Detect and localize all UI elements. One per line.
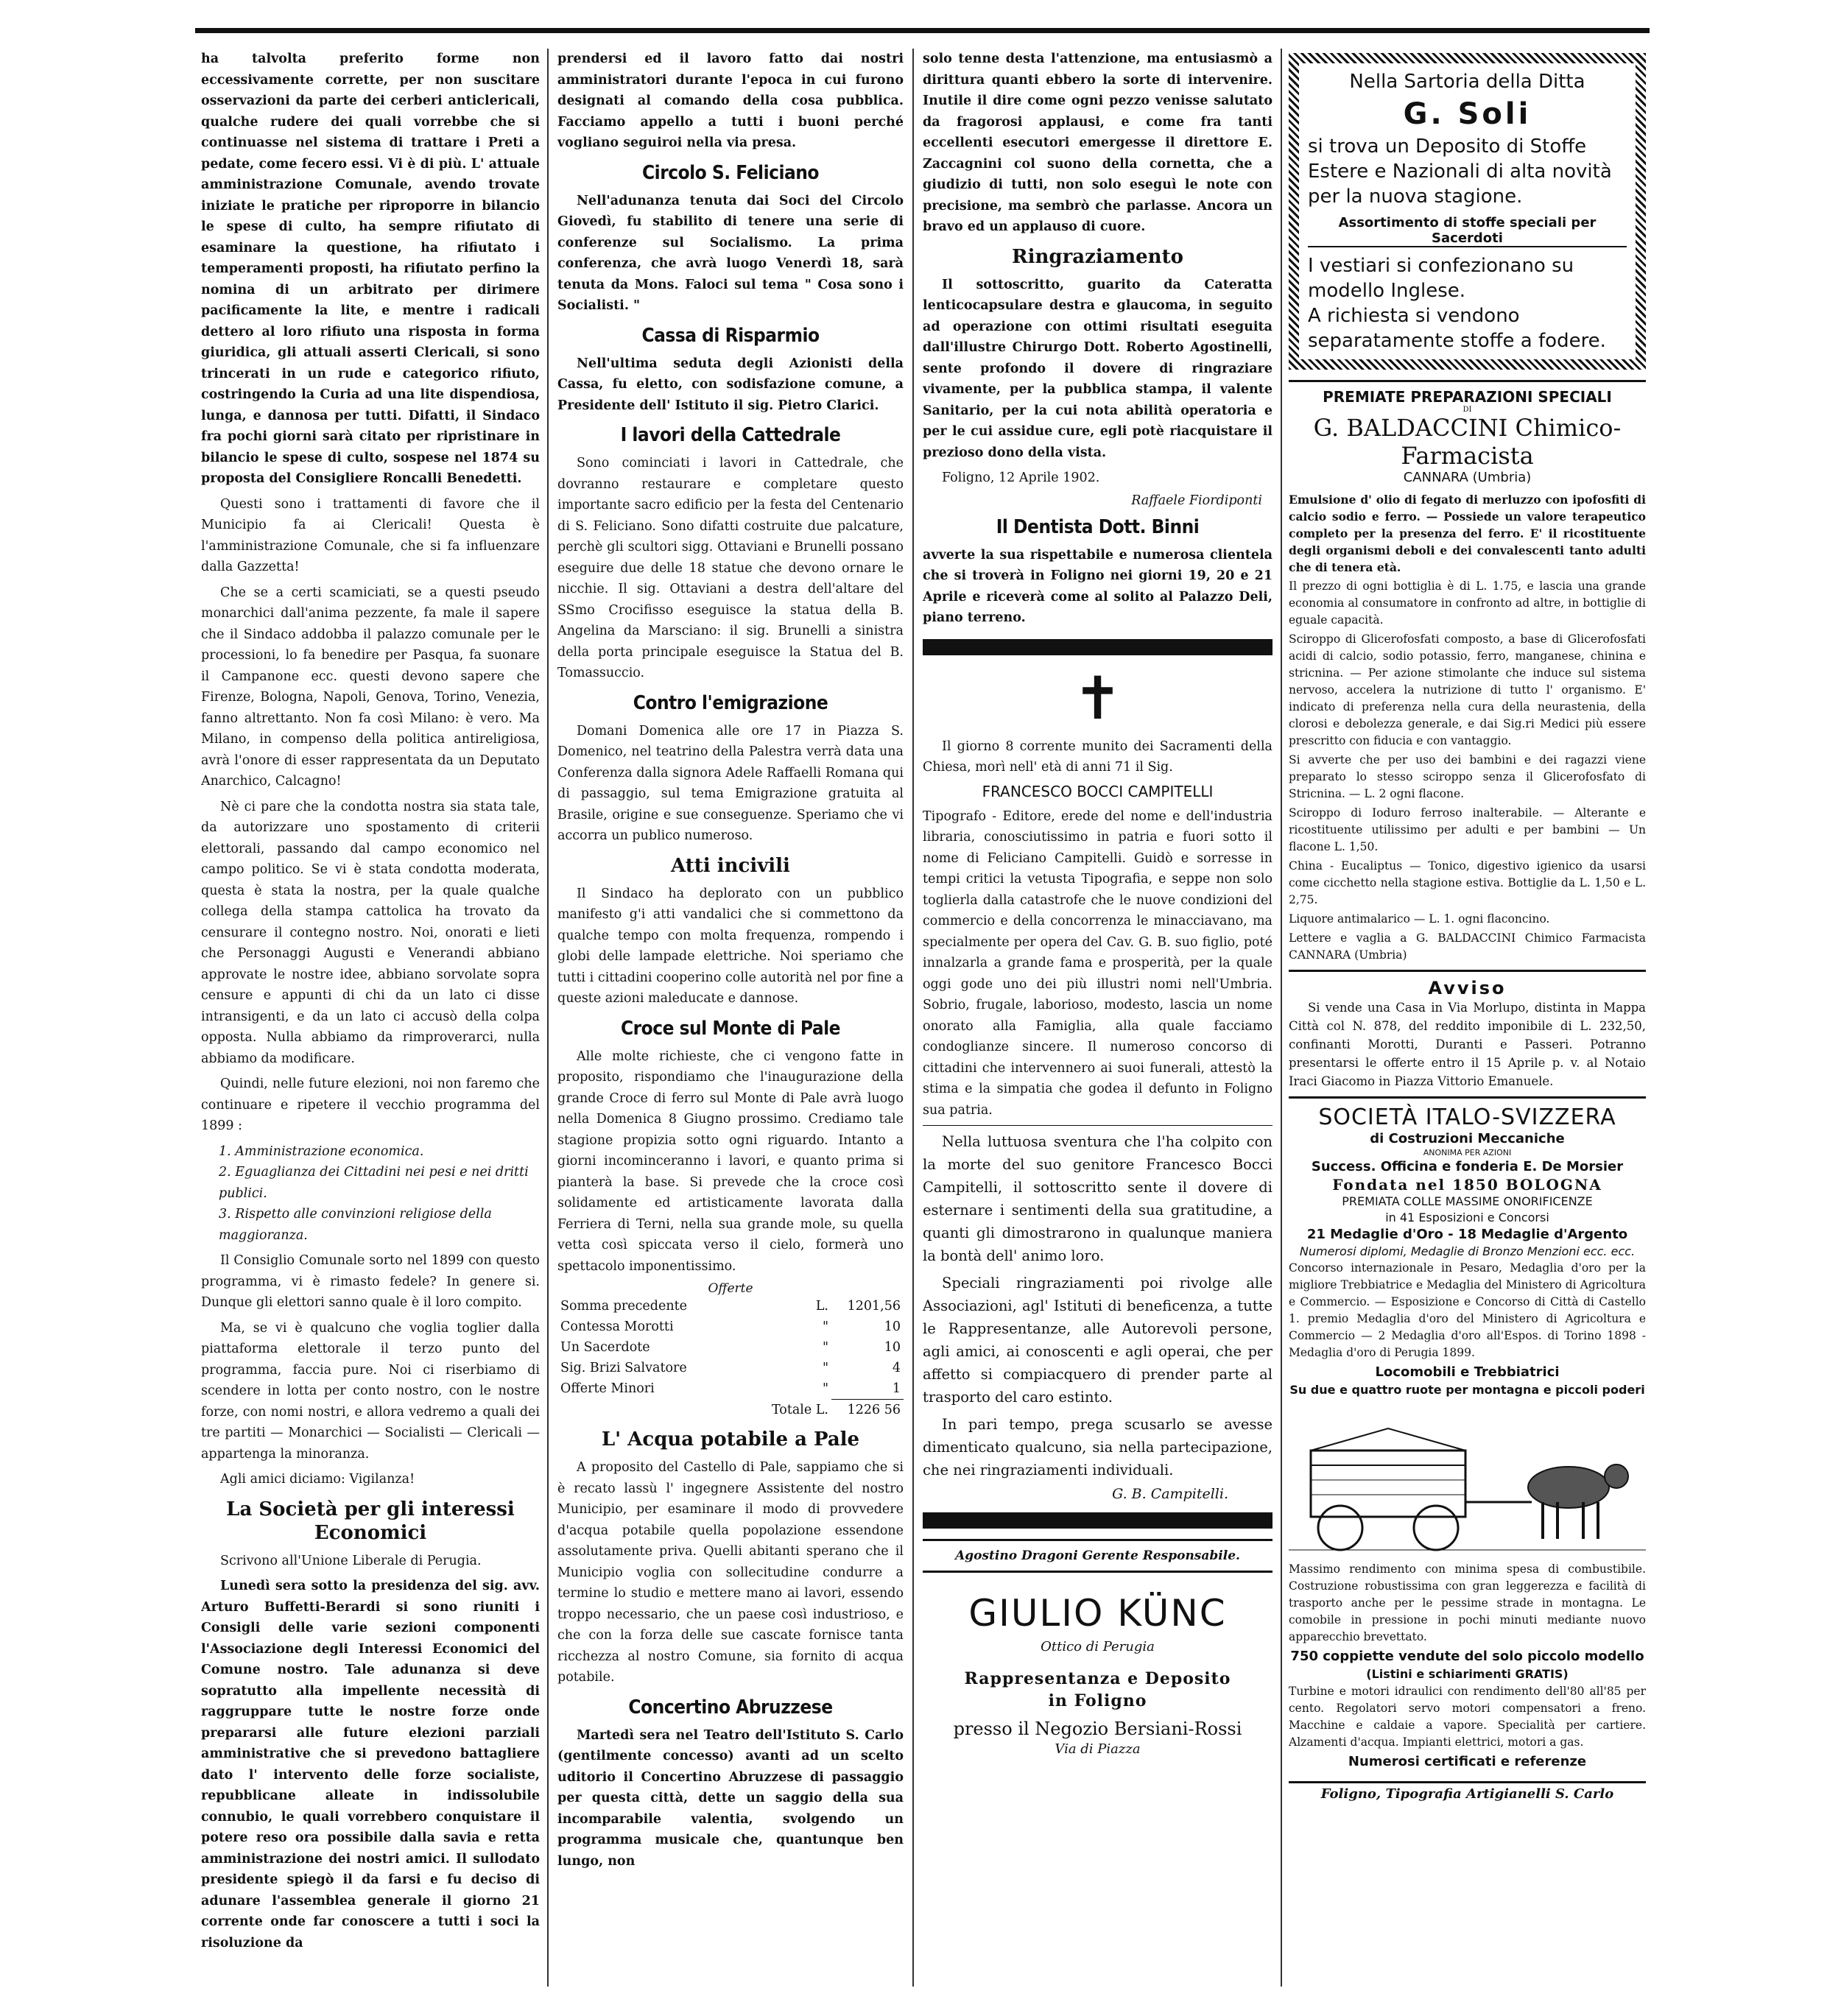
article-text: ha talvolta preferito forme non eccessivamente corrette, per non suscitare osservazioni da parte dei cerberi anticlericali, qualche rudere dei quali vorrebbe che si continuasse nel sistema di trattare i Preti a pedate, come fecero essi. Vi è di più. L' attuale amministrazione Comunale, avendo trovate iniziate le pratiche per riproporre in bilancio le spese di culto, ha sempre rifiutato di esaminare la questione, ha rifiutato i temperamenti proposti, ha rifiutato perfino la nomina di un arbitrato per dirimere pacificamente la lite, e mentre i radicali dettero al loro rifiuto una risposta in forma giuridica, gli attuali asserti Clericali, si sono trincerati in un rude e categorico rifiuto, costringendo la Curia ad una lite dispendiosa, lunga, e dannosa per tutti. Difatti, il Sindaco fra pochi giorni sarà citato per ripristinare in bilancio le spese di culto, sospese nel 1874 su proposta del Consigliere Roncalli Benedetti.	[201, 52, 540, 486]
table-row	[557, 1317, 904, 1337]
kunc-line: Rappresentanza e Deposito	[964, 1669, 1231, 1688]
offerta-name: Sig. Brizi Salvatore	[560, 1361, 687, 1375]
soc-line: di Costruzioni Meccaniche	[1370, 1131, 1565, 1146]
table-row	[557, 1358, 904, 1378]
soc-line: Success. Officina e fonderia E. De Morsier	[1311, 1159, 1624, 1174]
totale-amount: 1226 56	[831, 1400, 904, 1421]
offerta-amount: 1201,56	[847, 1299, 901, 1314]
pp-text: Liquore antimalarico — L. 1. ogni flaconcino.	[1289, 912, 1550, 926]
soc-line: (Listini e schiarimenti GRATIS)	[1366, 1667, 1569, 1681]
thanks-text: In pari tempo, prega scusarlo se avesse dimenticato qualcuno, sia nella partecipazione, che nei ringraziamenti individuali.	[923, 1416, 1272, 1478]
column-1	[201, 49, 540, 1987]
divider	[1289, 380, 1646, 382]
pp-city: CANNARA (Umbria)	[1403, 470, 1532, 485]
ringraziamento-signature: Raffaele Fiordiponti	[1131, 493, 1262, 508]
article-text: Nè ci pare che la condotta nostra sia stata tale, da autorizzare uno spostamento di criterii elettorali, passando dal campo economico nel campo politico. Se vi è stata condotta moderata, questa è stata la nostra, per la quale qualche collega della stampa cattolica ha trovato da censurare il contegno nostro. Noi, onorati e lieti che Personaggi Augusti e Venerandi abbiano approvate le nostre idee, abbiano sorvolate sopra censure e appunti di chi da un lato ci disse intransigenti, e da un lato ci accusò della colpa opposta. Nulla abbiamo da rimproverarci, nulla abbiamo da modificare.	[201, 799, 540, 1066]
thresher-illustration	[1289, 1406, 1646, 1554]
headline-dentista: Il Dentista Dott. Binni	[996, 515, 1200, 538]
divider	[1289, 1096, 1646, 1099]
headline-circolo: Circolo S. Feliciano	[642, 161, 819, 184]
offerta-amount: 10	[884, 1319, 901, 1334]
offerta-cur: "	[822, 1319, 828, 1334]
offerte-table	[557, 1296, 904, 1420]
article-text: avverte la sua rispettabile e numerosa clientela che si troverà in Foligno nei giorni 19, 20 e 21 Aprile e riceverà come al solito al Palazzo Deli, piano terreno.	[923, 547, 1272, 625]
kunc-subtitle: Ottico di Perugia	[1041, 1639, 1155, 1654]
article-text: Alle molte richieste, che ci vengono fatte in proposito, rispondiamo che l'inaugurazione della grande Croce di ferro sul Monte di Pale avrà luogo nella Domenica 8 Giugno prossimo. Crediamo tale stagione propizia sotto ogni riguardo. Intanto a giorni incominceranno i lavori, e quanto prima si pianterà la base. Si prevede che la croce così solidamente ed artisticamente lavorata dalla Ferriera di Terni, nella sua grande mole, su quella vetta così spiccata verso il cielo, formerà uno spettacolo imponentissimo.	[557, 1048, 904, 1274]
soli-line: Nella Sartoria della Ditta	[1349, 71, 1585, 93]
soc-line: 750 coppiette vendute del solo piccolo modello	[1290, 1649, 1644, 1664]
program-item: 1. Amministrazione economica.	[219, 1143, 424, 1159]
thresher-icon	[1289, 1406, 1646, 1554]
offerta-name: Un Sacerdote	[560, 1340, 650, 1355]
article-text: Agli amici diciamo: Vigilanza!	[220, 1472, 415, 1487]
headline-atti: Atti incivili	[671, 854, 790, 877]
obituary-name: FRANCESCO BOCCI CAMPITELLI	[982, 782, 1214, 800]
obituary-text: Tipografo - Editore, erede del nome e dell'industria libraria, conosciutissimo in patria e fuori sotto il nome di Feliciano Campitelli. Guidò e sorresse in tempi critici la vetusta Tipografia, e seppe non solo toglierla dalla catastrofe che le nuove condizioni del commercio e della concorrenza le minacciavano, ma specialmente per opera del Cav. G. B. suo figlio, poté innalzarla a grande fama e prosperità, per la quale oggi gode uno dei più illustri nomi nell'Umbria. Sobrio, frugale, laborioso, modesto, lascia un nome onorato alla Famiglia, alla quale facciamo condoglianze sincere. Il numeroso concorso di cittadini che intervennero ai suoi funerali, attestò la stima e la simpatia che godea il defunto in Foligno sua patria.	[923, 808, 1272, 1118]
newspaper-page	[195, 28, 1650, 1987]
article-text: Il Consiglio Comunale sorto nel 1899 con questo programma, vi è rimasto fedele? In genere si. Dunque gli elettori sanno quale è il loro compito.	[201, 1253, 540, 1310]
offerta-cur: "	[822, 1340, 828, 1355]
soc-line: Su due e quattro ruote per montagna e piccoli poderi	[1289, 1383, 1645, 1397]
pp-title: PREMIATE PREPARAZIONI SPECIALI	[1323, 388, 1612, 406]
thanks-signature: G. B. Campitelli.	[1112, 1486, 1228, 1502]
column-divider	[1281, 49, 1282, 1987]
soc-line: Numerosi certificati e referenze	[1348, 1754, 1587, 1769]
pp-text: Si avverte che per uso dei bambini e dei ragazzi viene preparato lo stesso sciroppo senza il Glicerofosfato di Stricnina. — L. 2 ogni flacone.	[1289, 753, 1646, 800]
top-rule	[195, 28, 1650, 33]
pp-di: DI	[1462, 406, 1472, 414]
column-divider	[547, 49, 549, 1987]
table-row-total	[557, 1400, 904, 1421]
offerte-title: Offerte	[708, 1281, 753, 1296]
headline-concertino: Concertino Abruzzese	[628, 1696, 833, 1719]
soli-name: G. Soli	[1403, 97, 1532, 131]
ringraziamento-date: Foligno, 12 Aprile 1902.	[942, 470, 1100, 485]
obituary-intro: Il giorno 8 corrente munito dei Sacramenti della Chiesa, morì nell' età di anni 71 il Sig.	[923, 739, 1272, 775]
pp-text: Sciroppo di Glicerofosfati composto, a base di Glicerofosfati acidi di calcio, sodio potassio, ferro, manganese, chinina e stricnina. — Per azione stimolante che induce sul sistema nervoso, accelera la nutrizione di tutto l' organismo. E' indicato di preferenza nella cura della neurastenia, della clorosi e debolezza generale, e dai Sig.ri Medici più essere prescritto con fiducia e con vantaggio.	[1289, 632, 1646, 747]
headline-ringraziamento: Ringraziamento	[1012, 245, 1183, 268]
pp-letters: Lettere e vaglia a G. BALDACCINI Chimico Farmacista CANNARA (Umbria)	[1289, 931, 1646, 962]
divider	[923, 1539, 1272, 1541]
soc-line: Fondata nel 1850 BOLOGNA	[1332, 1176, 1602, 1194]
article-text: solo tenne desta l'attenzione, ma entusiasmò a dirittura quanti ebbero la sorte di intervenire. Inutile il dire come ogni pezzo venisse salutato da fragorosi applausi, e come fra tanti eccellenti esecutori emergesse il direttore E. Zaccagnini col suono della cornetta, che a giudizio di tutti, non solo eseguì le note con precisione, ma sembrò che parlasse. Ancora un bravo ed un applauso di cuore.	[923, 52, 1272, 234]
cross-icon: ✝	[1072, 663, 1123, 733]
divider	[923, 1125, 1272, 1126]
article-text: Questi sono i trattamenti di favore che il Municipio fa ai Clericali! Questa è l'amministrazione Comunale, che si fa influenzare dalla Gazzetta!	[201, 496, 540, 574]
headline-acqua: L' Acqua potabile a Pale	[601, 1428, 860, 1451]
footer-imprint: Foligno, Tipografia Artigianelli S. Carlo	[1289, 1781, 1646, 1802]
table-row	[557, 1296, 904, 1317]
article-text: Ma, se vi è qualcuno che voglia toglier dalla piattaforma elettorale il terzo punto del programma, faccia pure. Noi ci riserbiamo di scendere in lotta per conto nostro, con le nostre forze, con nomi nostri, e allora vedremo a quali dei tre partiti — Monarchici — Socialisti — Clericali — appartenga la minoranza.	[201, 1320, 540, 1462]
offerta-amount: 1	[892, 1381, 901, 1396]
pp-text: Il prezzo di ogni bottiglia è di L. 1.75, e lascia una grande economia al consumatore in confronto ad altre, in bottiglie di eguale capacità.	[1289, 579, 1646, 627]
soc-line: ANONIMA PER AZIONI	[1423, 1148, 1512, 1157]
headline-croce: Croce sul Monte di Pale	[620, 1017, 841, 1040]
offerta-cur: "	[822, 1381, 828, 1397]
soc-text: Massimo rendimento con minima spesa di combustibile. Costruzione robustissima con gran leggerezza e facilità di trasporto anche per le pessime strade in montagna. Le comobile in pressione in pochi minuti mediante nuovo apparecchio brevettato.	[1289, 1562, 1646, 1643]
table-row	[557, 1337, 904, 1358]
kunc-shop: presso il Negozio Bersiani-Rossi	[953, 1719, 1242, 1739]
soc-line: PREMIATA COLLE MASSIME ONORIFICENZE	[1342, 1194, 1593, 1208]
thanks-text: Nella luttuosa sventura che l'ha colpito con la morte del suo genitore Francesco Bocci Campitelli, il sottoscritto sente il dovere di esternare i sentimenti della sua gratitudine, a quanti gli dimostrarono in qualunque maniera la bontà dell' animo loro.	[923, 1133, 1272, 1264]
program-list	[201, 1141, 540, 1247]
divider	[1289, 970, 1646, 972]
program-item: 2. Eguaglianza dei Cittadini nei pesi e nei dritti publici.	[219, 1165, 529, 1201]
soc-line: Numerosi diplomi, Medaglie di Bronzo Menzioni ecc. ecc.	[1299, 1244, 1636, 1258]
offerta-cur: "	[822, 1361, 828, 1375]
avviso-title: Avviso	[1428, 978, 1507, 998]
article-text: Nell'ultima seduta degli Azionisti della Cassa, fu eletto, con sodisfazione comune, a Presidente dell' Istituto il sig. Pietro Clarici.	[557, 356, 904, 413]
kunc-title: GIULIO KÜNC	[968, 1592, 1227, 1635]
column-divider	[912, 49, 914, 1987]
article-text: Che se a certi scamiciati, se a questi pseudo monarchici dall'anima pezzente, fa male il sapere che il Sindaco addobba il palazzo comunale per le processioni, lo fa benedire per Pasqua, fa suonare il Campanone ecc. questi devono sapere che Firenze, Bologna, Napoli, Genova, Torino, Venezia, fanno altrettanto. Non fa così Milano: è vero. Ma Milano, in compenso della politica antireligiosa, avrà l'onore di esser rappresentata da un Deputato Anarchico, Calcagno!	[201, 585, 540, 789]
article-text: Sono cominciati i lavori in Cattedrale, che dovranno restaurare e completare questo importante sacro edificio per la festa del Centenario di S. Feliciano. Sono difatti costruite due palcature, perchè gli scultori sigg. Ottaviani e Brunelli possano eseguire due delle 18 statue che devono ornare le nicchie. Il sig. Ottaviani a destra dell'altare del SSmo Crocifisso eseguisce la statua della B. Angelina da Marsciano: il sig. Brunelli a sinistra della porta principale eseguisce la Statua del B. Tomassuccio.	[557, 456, 904, 680]
headline-emigrazione: Contro l'emigrazione	[633, 691, 828, 714]
article-text: Nell'adunanza tenuta dai Soci del Circolo Giovedì, fu stabilito di tenere una serie di conferenze sul Socialismo. La prima conferenza, che avrà luogo Venerdì 18, sarà tenuta da Mons. Faloci sul tema " Cosa sono i Socialisti. "	[557, 193, 904, 313]
offerta-cur: L.	[815, 1299, 828, 1314]
kunc-line: in Foligno	[1048, 1691, 1147, 1710]
offerta-amount: 4	[892, 1361, 901, 1375]
article-text: A proposito del Castello di Pale, sappiamo che si è recato lassù l' ingegnere Assistente del nostro Municipio, per esaminare il modo di provvedere d'acqua potabile quella popolazione essendone assolutamente priva. Quelli abitanti sperano che il Municipio voglia con sollecitudine condurre a termine lo studio e mettere mano ai lavori, essendo troppo necessario, che un paese così industrioso, e che con la forza delle sue cascate fornisce tanta ricchezza al nostro Comune, sia fornito di acqua potabile.	[557, 1460, 904, 1685]
kunc-address: Via di Piazza	[1055, 1741, 1141, 1757]
article-text: Scrivono all'Unione Liberale di Perugia.	[220, 1553, 482, 1568]
avviso-text: Si vende una Casa in Via Morlupo, distinta in Mappa Città col N. 878, del reddito imponibile di L. 232,50, confinanti Morotti, Duranti e Passeri. Potranno presentarsi le offerte entro il 15 Aprile p. v. al Notaio Iraci Giacomo in Piazza Vittorio Emanuele.	[1289, 1001, 1646, 1088]
headline-societa: La Società per gli interessi Economici	[226, 1498, 515, 1544]
headline-cassa: Cassa di Risparmio	[641, 324, 820, 347]
soc-line: 21 Medaglie d'Oro - 18 Medaglie d'Argento	[1306, 1227, 1628, 1242]
soc-text: Concorso internazionale in Pesaro, Medaglia d'oro per la migliore Trebbiatrice e Medaglia del Ministero di Agricoltura e Commercio. — Esposizione e Concorso di Città di Castello 1. premio Medaglia d'oro del Ministero di Agricoltura e Commercio — 2 Medaglia d'oro all'Espos. di Torino 1898 - Medaglia d'oro di Perugia 1899.	[1289, 1261, 1646, 1359]
totale-label: Totale L.	[771, 1402, 828, 1417]
soli-ad-inner	[1299, 63, 1636, 359]
column-3	[923, 49, 1272, 1987]
article-text: Il Sindaco ha deplorato con un pubblico manifesto g'i atti vandalici che si commettono da qualche tempo con molta frequenza, rompendo i globi delle lampade elettriche. Noi speriamo che tutti i cittadini cooperino colle autorità nel por fine a queste azioni maleducate e dannose.	[557, 886, 904, 1006]
column-2	[557, 49, 904, 1987]
table-row	[557, 1378, 904, 1400]
soli-sub: Assortimento di stoffe speciali per Sacerdoti	[1308, 215, 1627, 247]
divider	[923, 1571, 1272, 1573]
article-text: Quindi, nelle future elezioni, noi non faremo che continuare e ripetere il vecchio programma del 1899 :	[201, 1076, 540, 1133]
mourning-bar	[923, 1512, 1272, 1529]
soli-line: A richiesta si vendono separatamente stoffe a fodere.	[1308, 305, 1606, 352]
article-text: Domani Domenica alle ore 17 in Piazza S. Domenico, nel teatrino della Palestra verrà data una Conferenza dalla signora Adele Raffaelli Romana qui di passaggio, sul tema Emigrazione gratuita al Brasile, origine e sue conseguenze. Speriamo che vi accorra un publico numeroso.	[557, 723, 904, 843]
soli-ad	[1289, 53, 1646, 370]
pp-name: G. BALDACCINI Chimico-Farmacista	[1313, 414, 1622, 470]
soli-sub-wrap	[1308, 215, 1627, 247]
program-item: 3. Rispetto alle convinzioni religiose della maggioranza.	[219, 1207, 492, 1243]
offerta-name: Contessa Morotti	[560, 1319, 674, 1334]
soc-text: Turbine e motori idraulici con rendimento dell'80 all'85 per cento. Regolatori servo motori compensatori a freno. Macchine e caldaie a vapore. Specialità per cartiere. Alzamenti d'acqua. Impianti elettrici, motori a gas.	[1289, 1685, 1646, 1749]
offerta-name: Somma precedente	[560, 1299, 688, 1314]
soc-line: in 41 Esposizioni e Concorsi	[1385, 1210, 1549, 1224]
article-text: Martedì sera nel Teatro dell'Istituto S. Carlo (gentilmente concesso) avanti ad un scelto uditorio il Concertino Abruzzese di passaggio per questa città, dette un saggio della sua incomparabile valentia, svolgendo un programma musicale che, quantunque ben lungo, non	[557, 1727, 904, 1869]
mourning-bar	[923, 639, 1272, 655]
gerente-line: Agostino Dragoni Gerente Responsabile.	[955, 1548, 1240, 1563]
soc-line: Locomobili e Trebbiatrici	[1375, 1364, 1560, 1380]
article-text: prendersi ed il lavoro fatto dai nostri amministratori durante l'epoca in cui furono designati al comando della cosa pubblica. Facciamo appello a tutti i buoni perché vogliano seguiroi nella via presa.	[557, 52, 904, 150]
soli-line: si trova un Deposito di Stoffe Estere e Nazionali di alta novità per la nuova stagione.	[1308, 135, 1612, 208]
pp-text: Emulsione d' olio di fegato di merluzzo con ipofosfiti di calcio sodio e ferro. — Possiede un valore terapeutico completo per la presenza del ferro. E' il ricostituente degli organismi deboli e dei convalescenti tanto adulti che di tenera età.	[1289, 493, 1646, 574]
thanks-text: Speciali ringraziamenti poi rivolge alle Associazioni, agl' Istituti di beneficenza, a tutte le Rappresentanze, alle Autorevoli persone, agli amici, ai conoscenti e agli operai, che per affetto si compiacquero di prender parte al trasporto del caro estinto.	[923, 1275, 1272, 1406]
soli-line: I vestiari si confezionano su modello Inglese.	[1308, 255, 1574, 302]
offerta-amount: 10	[884, 1340, 901, 1355]
offerta-name: Offerte Minori	[560, 1381, 655, 1397]
article-text: Lunedì sera sotto la presidenza del sig. avv. Arturo Buffetti-Berardi si sono riuniti i Consigli delle varie sezioni componenti l'Associazione degli Interessi Economici del Comune nostro. Tale adunanza si deve sopratutto alla impellente necessità di raggruppare tutte le nostre forze onde prepararsi alle future elezioni parziali amministrative che si prevedono battagliere dato l' intervento delle forze socialiste, repubblicane alleate in indissolubile connubio, le quali vorrebbero conquistare il potere reso ora possibile dalla savia e retta amministrazione dei nostri amici. Il sullodato presidente spiegò il da farsi e fu deciso di adunare l'assemblea generale il giorno 21 corrente onde far conoscere a tutti i soci la risoluzione da	[201, 1579, 540, 1950]
pp-text: Sciroppo di Ioduro ferroso inalterabile. — Alterante e ricostituente utilissimo per adulti e per bambini — Un flacone L. 1,50.	[1289, 806, 1646, 853]
soc-title: SOCIETÀ ITALO-SVIZZERA	[1318, 1104, 1616, 1130]
article-text: Il sottoscritto, guarito da Cateratta lenticocapsulare destra e glaucoma, in seguito ad operazione con ottimi risultati eseguita dall'illustre Chirurgo Dott. Roberto Agostinelli, sente profondo il dovere di ringraziare vivamente, per la pubblica stampa, il valente Sanitario, per la cui nota abilità operatoria e per le cui assidue cure, egli potè riacquistare il prezioso dono della vista.	[923, 277, 1272, 460]
column-4	[1289, 49, 1646, 1987]
headline-lavori: I lavori della Cattedrale	[620, 424, 841, 446]
pp-text: China - Eucaliptus — Tonico, digestivo igienico da usarsi come cicchetto nella stagione estiva. Bottiglie da L. 1,50 e L. 2,75.	[1289, 859, 1646, 906]
